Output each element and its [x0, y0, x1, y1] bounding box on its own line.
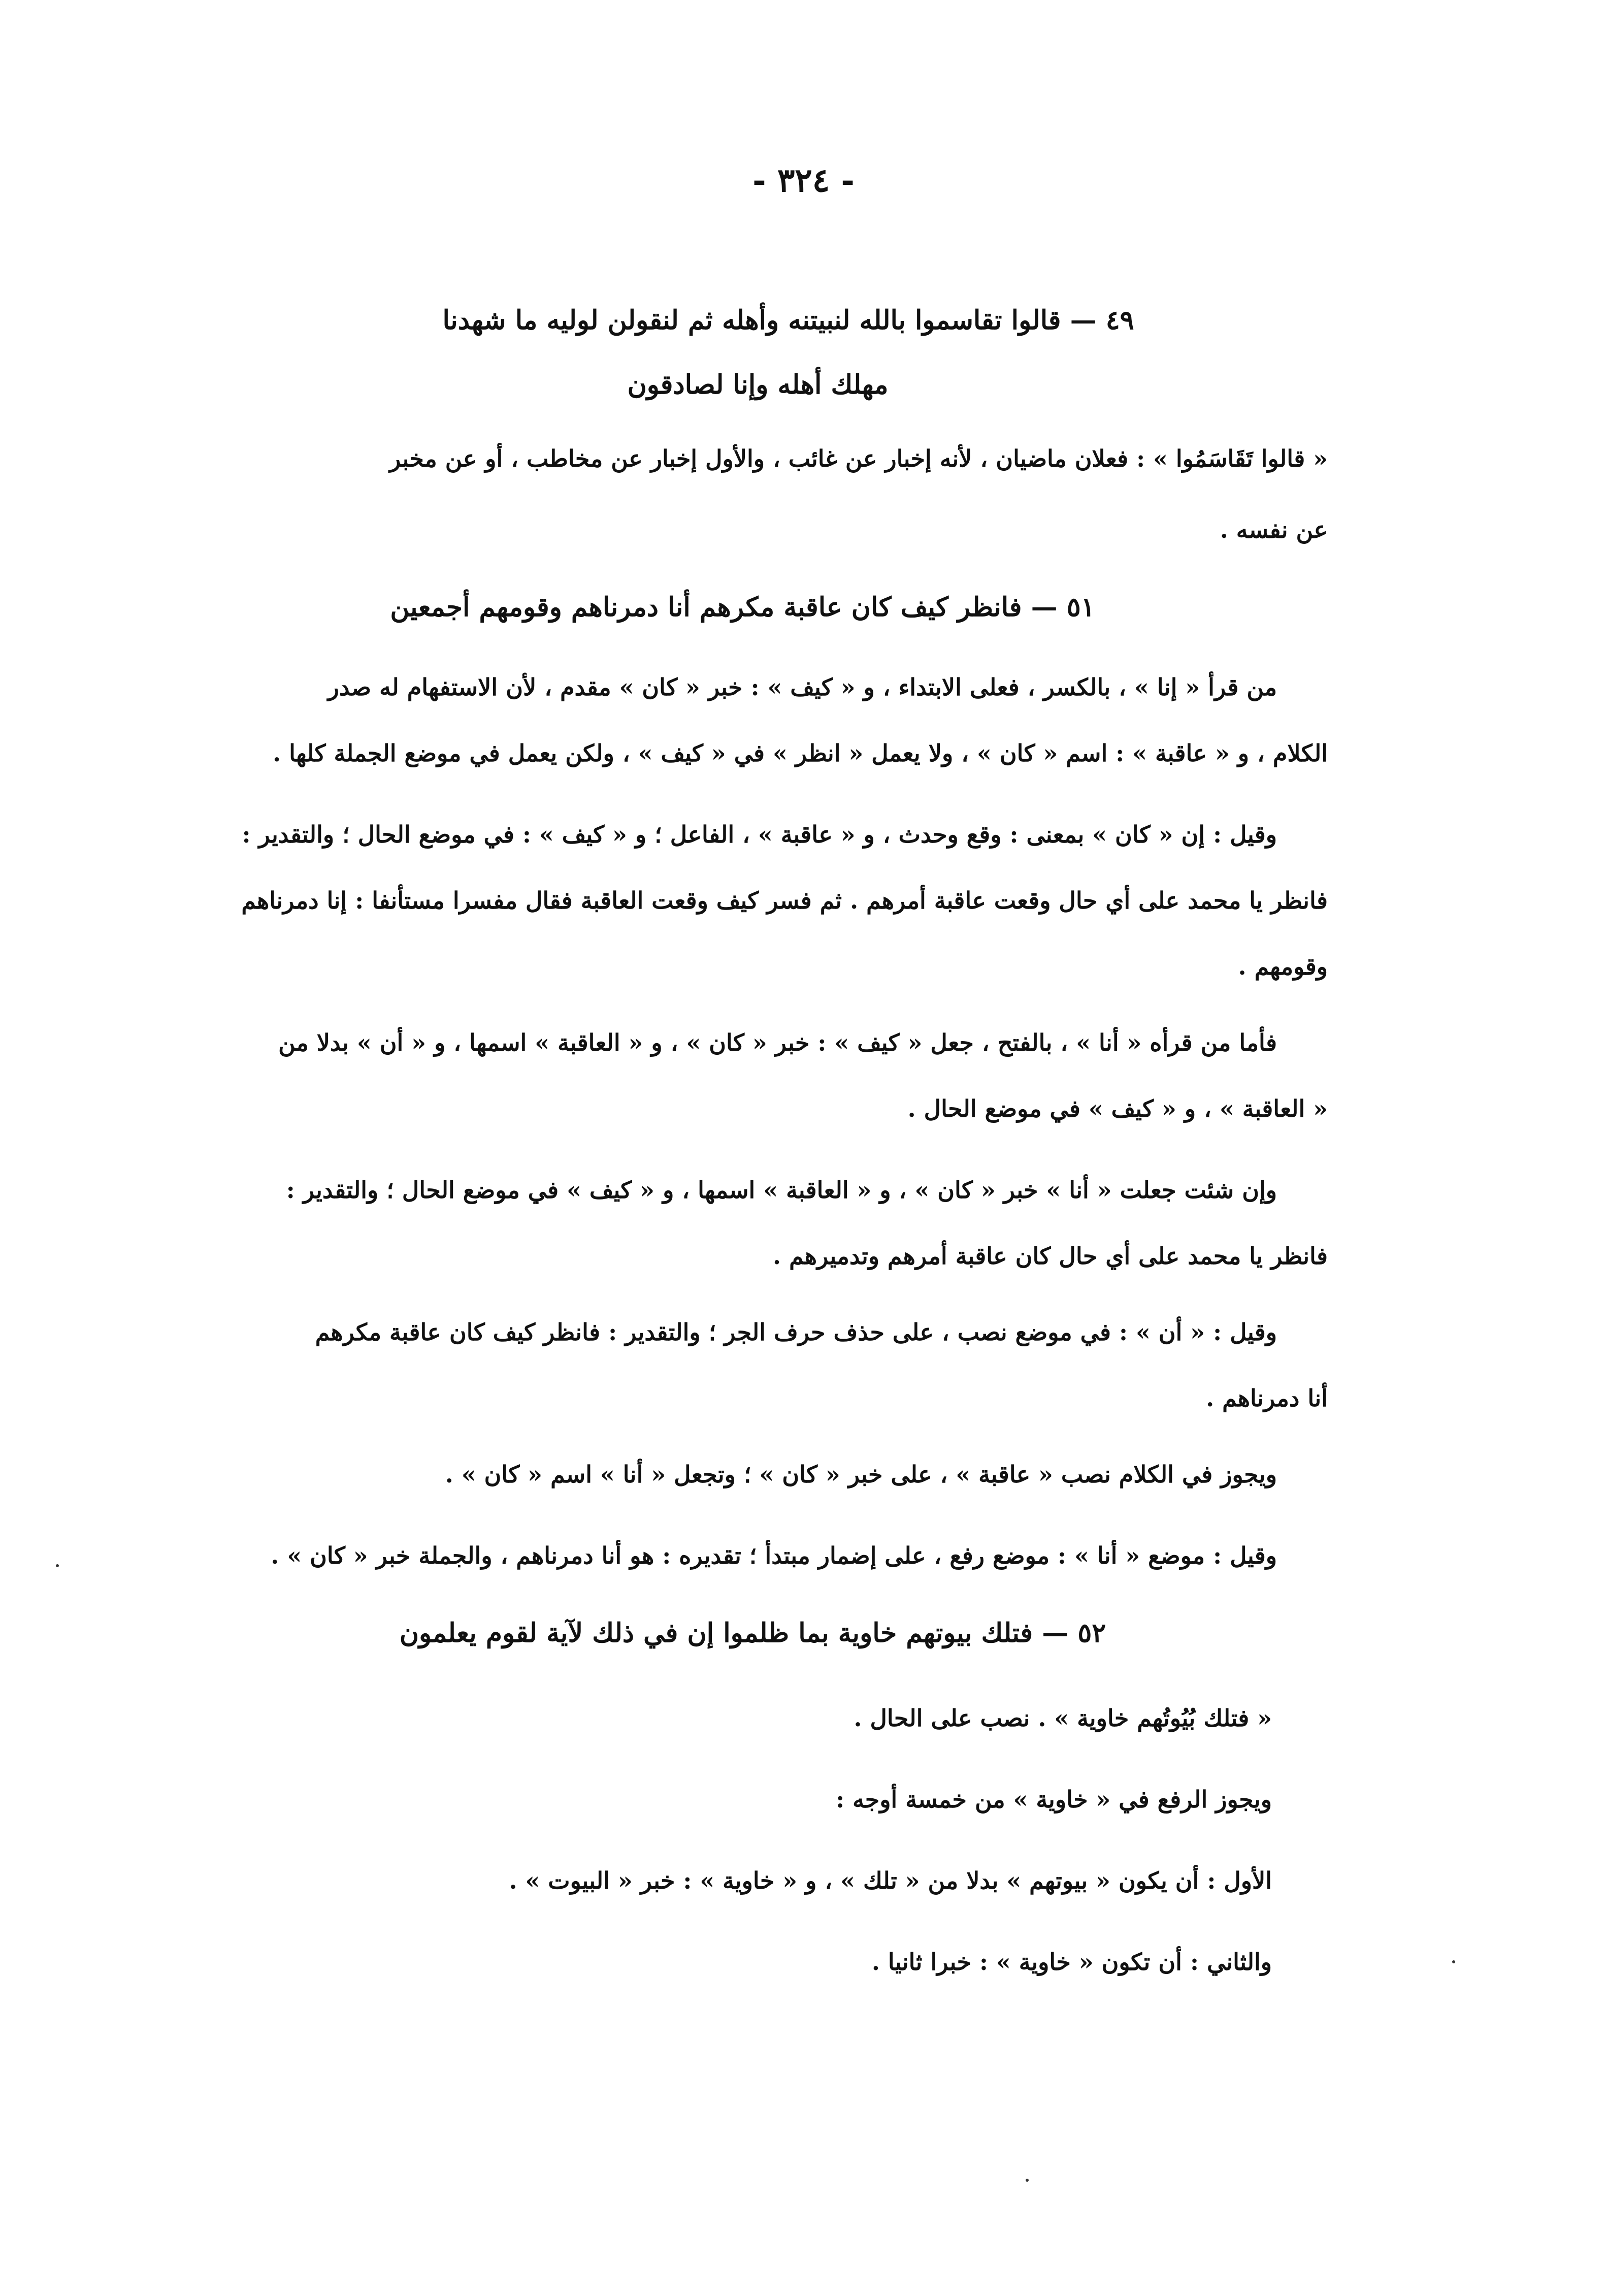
paragraph-line: فأما من قرأه « أنا » ، بالفتح ، جعل « كيف » : خبر « كان » ، و « العاقبة » اسمها ، و « أن » بدلا من — [278, 1029, 1277, 1056]
paragraph-line: وقومهم . — [1238, 953, 1328, 980]
paragraph-line: والثاني : أن تكون « خاوية » : خبرا ثانيا . — [871, 1948, 1272, 1976]
verse-51: ٥١ — فانظر كيف كان عاقبة مكرهم أنا دمرناهم وقومهم أجمعين — [390, 592, 1095, 623]
paragraph-line: من قرأ « إنا » ، بالكسر ، فعلى الابتداء ، و « كيف » : خبر « كان » مقدم ، لأن الاستفهام له صدر — [327, 673, 1277, 701]
paragraph-line: أنا دمرناهم . — [1206, 1384, 1328, 1412]
page-number: - ٣٢٤ - — [752, 161, 855, 200]
verse-49-line-1: ٤٩ — قالوا تقاسموا بالله لنبيتنه وأهله ثم لنقولن لوليه ما شهدنا — [442, 305, 1134, 336]
paragraph-line: ويجوز في الكلام نصب « عاقبة » ، على خبر « كان » ؛ وتجعل « أنا » اسم « كان » . — [445, 1461, 1277, 1488]
paragraph-line: عن نفسه . — [1220, 516, 1328, 543]
paragraph-line: « قالوا تَقَاسَمُوا » : فعلان ماضيان ، لأنه إخبار عن غائب ، والأول إخبار عن مخاطب ، أو عن مخبر — [389, 445, 1328, 472]
paragraph-line: « فتلك بُيُوتُهم خاوية » . نصب على الحال . — [854, 1704, 1272, 1732]
paragraph-line: الأول : أن يكون « بيوتهم » بدلا من « تلك » ، و « خاوية » : خبر « البيوت » . — [509, 1867, 1272, 1894]
paragraph-line: « العاقبة » ، و « كيف » في موضع الحال . — [907, 1095, 1328, 1122]
paragraph-line: وقيل : « أن » : في موضع نصب ، على حذف حرف الجر ؛ والتقدير : فانظر كيف كان عاقبة مكرهم — [315, 1318, 1277, 1346]
paragraph-line: فانظر يا محمد على أي حال كان عاقبة أمرهم وتدميرهم . — [773, 1242, 1328, 1270]
paragraph-line: وإن شئت جعلت « أنا » خبر « كان » ، و « العاقبة » اسمها ، و « كيف » في موضع الحال ؛ والتقدير : — [286, 1176, 1277, 1204]
scan-speck — [1026, 2179, 1029, 2182]
paragraph-line: ويجوز الرفع في « خاوية » من خمسة أوجه : — [836, 1786, 1272, 1813]
paragraph-line: وقيل : موضع « أنا » : موضع رفع ، على إضمار مبتدأ ؛ تقديره : هو أنا دمرناهم ، والجملة خبر « كان » . — [271, 1542, 1277, 1569]
verse-52: ٥٢ — فتلك بيوتهم خاوية بما ظلموا إن في ذلك لآية لقوم يعلمون — [399, 1618, 1106, 1648]
scan-speck — [56, 1564, 59, 1567]
paragraph-line: وقيل : إن « كان » بمعنى : وقع وحدث ، و « عاقبة » ، الفاعل ؛ و « كيف » : في موضع الحال ؛ والتقدير : — [242, 821, 1277, 848]
paragraph-line: فانظر يا محمد على أي حال وقعت عاقبة أمرهم . ثم فسر كيف وقعت العاقبة فقال مفسرا مستأنفا : إنا دمرناهم — [241, 887, 1328, 914]
verse-49-line-2: مهلك أهله وإنا لصادقون — [627, 369, 889, 400]
scan-speck — [1452, 1960, 1455, 1963]
paragraph-line: الكلام ، و « عاقبة » : اسم « كان » ، ولا يعمل « انظر » في « كيف » ، ولكن يعمل في موضع الجملة كلها . — [273, 739, 1328, 767]
